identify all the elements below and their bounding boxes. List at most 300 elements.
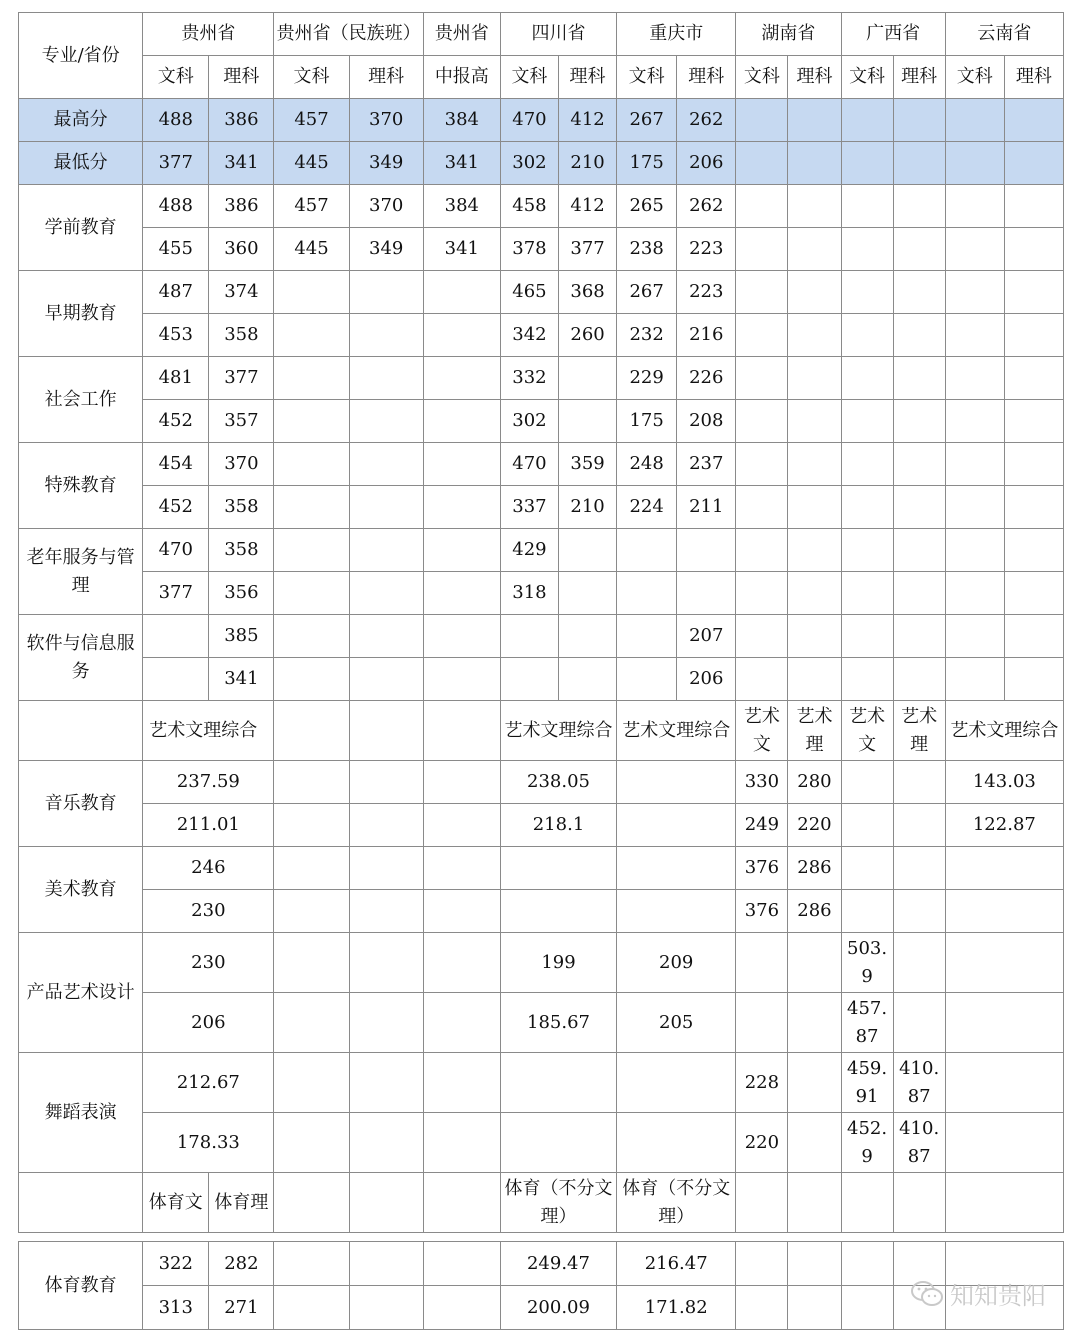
pe-table: [18, 1241, 1064, 1330]
score-cell: 453: [143, 314, 209, 357]
score-cell: [274, 1113, 349, 1173]
table-row: [19, 701, 1064, 761]
score-cell: 358: [209, 529, 274, 572]
score-cell: 454: [143, 443, 209, 486]
score-cell: [841, 486, 893, 529]
table-row: [19, 993, 1064, 1053]
score-cell: [274, 847, 349, 890]
score-cell: [349, 847, 423, 890]
score-cell: [893, 443, 945, 486]
table-row: [19, 529, 1064, 572]
score-cell: 384: [423, 99, 500, 142]
table-row: [19, 1242, 1064, 1286]
score-cell: 228: [736, 1053, 788, 1113]
score-cell: [1004, 443, 1063, 486]
summary-label: 最高分: [19, 99, 143, 142]
score-cell: [1004, 400, 1063, 443]
score-cell: [559, 357, 617, 400]
score-cell: 267: [617, 271, 677, 314]
score-cell: [423, 529, 500, 572]
score-cell: [788, 142, 841, 185]
score-cell: [945, 142, 1004, 185]
blank-cell: [19, 1173, 143, 1233]
blank-cell: [349, 701, 423, 761]
score-cell: 452: [143, 400, 209, 443]
score-cell: [500, 658, 558, 701]
score-cell: [736, 314, 788, 357]
score-cell: 459.91: [841, 1053, 893, 1113]
score-cell: [945, 357, 1004, 400]
summary-label: 最低分: [19, 142, 143, 185]
score-cell: [274, 933, 349, 993]
score-cell: 341: [209, 142, 274, 185]
score-cell: [349, 615, 423, 658]
table-row: [19, 804, 1064, 847]
score-cell: [945, 993, 1063, 1053]
score-cell: [677, 572, 736, 615]
score-cell: 410.87: [893, 1113, 945, 1173]
score-cell: 205: [617, 993, 736, 1053]
score-cell: [274, 529, 349, 572]
province-header: 四川省: [500, 13, 616, 56]
score-cell: [274, 400, 349, 443]
score-cell: [841, 400, 893, 443]
score-cell: [349, 761, 423, 804]
score-cell: [893, 804, 945, 847]
score-cell: 226: [677, 357, 736, 400]
score-cell: [945, 658, 1004, 701]
major-name: 体育教育: [19, 1242, 143, 1330]
score-cell: [788, 443, 841, 486]
score-cell: 208: [677, 400, 736, 443]
score-cell: 282: [209, 1242, 274, 1286]
score-cell: [788, 486, 841, 529]
score-cell: 488: [143, 99, 209, 142]
score-cell: 386: [209, 99, 274, 142]
score-cell: 223: [677, 271, 736, 314]
score-cell: 248: [617, 443, 677, 486]
score-cell: 357: [209, 400, 274, 443]
score-cell: [736, 1286, 788, 1330]
subject-header: 文科: [945, 56, 1004, 99]
art-header: 艺术文理综合: [617, 701, 736, 761]
major-name: 产品艺术设计: [19, 933, 143, 1053]
score-cell: [788, 400, 841, 443]
province-header: 贵州省: [423, 13, 500, 56]
score-cell: [841, 847, 893, 890]
score-cell: 207: [677, 615, 736, 658]
score-cell: 223: [677, 228, 736, 271]
score-cell: [423, 847, 500, 890]
subject-header: 理科: [677, 56, 736, 99]
subject-header: 文科: [274, 56, 349, 99]
score-cell: [893, 228, 945, 271]
score-cell: [617, 572, 677, 615]
score-cell: [349, 1242, 423, 1286]
score-cell: [423, 486, 500, 529]
score-cell: [736, 228, 788, 271]
score-cell: [500, 890, 616, 933]
score-cell: [788, 1286, 841, 1330]
score-cell: [788, 185, 841, 228]
score-cell: 452.9: [841, 1113, 893, 1173]
score-cell: [349, 933, 423, 993]
score-cell: [788, 1242, 841, 1286]
score-cell: [423, 443, 500, 486]
score-cell: 199: [500, 933, 616, 993]
score-cell: 200.09: [500, 1286, 616, 1330]
score-cell: [274, 615, 349, 658]
table-row: [19, 142, 1064, 185]
blank-cell: [19, 701, 143, 761]
score-cell: 265: [617, 185, 677, 228]
subject-header: 文科: [736, 56, 788, 99]
art-header: 艺术文: [841, 701, 893, 761]
score-cell: 218.1: [500, 804, 616, 847]
score-cell: 429: [500, 529, 558, 572]
score-cell: 122.87: [945, 804, 1063, 847]
score-cell: 376: [736, 890, 788, 933]
score-cell: 249: [736, 804, 788, 847]
score-cell: 286: [788, 890, 841, 933]
score-cell: [788, 271, 841, 314]
score-cell: [788, 572, 841, 615]
score-cell: [423, 400, 500, 443]
province-header: 贵州省: [143, 13, 274, 56]
score-cell: 237.59: [143, 761, 274, 804]
major-name: 软件与信息服务: [19, 615, 143, 701]
score-cell: 206: [677, 142, 736, 185]
score-cell: [349, 486, 423, 529]
score-cell: [841, 1242, 893, 1286]
score-cell: [617, 1113, 736, 1173]
blank-cell: [945, 1173, 1063, 1233]
province-header: 广西省: [841, 13, 945, 56]
score-cell: 230: [143, 933, 274, 993]
score-cell: [788, 228, 841, 271]
score-cell: [841, 271, 893, 314]
score-cell: 377: [559, 228, 617, 271]
pe-header: 体育文: [143, 1173, 209, 1233]
score-cell: [500, 1053, 616, 1113]
score-cell: 143.03: [945, 761, 1063, 804]
subject-header: 文科: [841, 56, 893, 99]
score-cell: [788, 993, 841, 1053]
score-cell: [841, 1286, 893, 1330]
score-cell: 220: [788, 804, 841, 847]
score-cell: [423, 271, 500, 314]
score-cell: [617, 529, 677, 572]
art-header: 艺术文理综合: [143, 701, 274, 761]
score-cell: 206: [677, 658, 736, 701]
score-cell: [945, 228, 1004, 271]
score-cell: 358: [209, 314, 274, 357]
score-cell: [736, 443, 788, 486]
score-cell: 249.47: [500, 1242, 616, 1286]
score-cell: 370: [209, 443, 274, 486]
score-cell: [423, 357, 500, 400]
table-row: [19, 1053, 1064, 1113]
score-cell: 238: [617, 228, 677, 271]
score-cell: [349, 357, 423, 400]
watermark: [910, 1276, 1046, 1311]
score-cell: [1004, 99, 1063, 142]
score-cell: [788, 1113, 841, 1173]
score-cell: 465: [500, 271, 558, 314]
score-cell: 178.33: [143, 1113, 274, 1173]
score-cell: [893, 658, 945, 701]
score-cell: [349, 890, 423, 933]
pe-header: 体育（不分文理）: [500, 1173, 616, 1233]
score-cell: [500, 847, 616, 890]
table-row: [19, 314, 1064, 357]
score-cell: [945, 443, 1004, 486]
table-row: [19, 357, 1064, 400]
score-cell: [349, 271, 423, 314]
art-header: 艺术文理综合: [945, 701, 1063, 761]
score-cell: [945, 99, 1004, 142]
major-name: 舞蹈表演: [19, 1053, 143, 1173]
score-cell: [500, 615, 558, 658]
score-cell: [788, 529, 841, 572]
art-header: 艺术文理综合: [500, 701, 616, 761]
score-cell: [841, 658, 893, 701]
province-header: 湖南省: [736, 13, 841, 56]
score-cell: 322: [143, 1242, 209, 1286]
score-cell: [423, 761, 500, 804]
score-cell: 349: [349, 228, 423, 271]
score-cell: [893, 357, 945, 400]
score-cell: 487: [143, 271, 209, 314]
score-cell: 457: [274, 185, 349, 228]
score-cell: [423, 615, 500, 658]
score-cell: 378: [500, 228, 558, 271]
score-cell: 318: [500, 572, 558, 615]
blank-cell: [736, 1173, 788, 1233]
score-cell: [274, 1286, 349, 1330]
score-cell: [1004, 357, 1063, 400]
subject-header: 理科: [893, 56, 945, 99]
score-cell: [893, 847, 945, 890]
score-cell: [617, 615, 677, 658]
subject-header: 中报高: [423, 56, 500, 99]
score-cell: 337: [500, 486, 558, 529]
score-cell: 370: [349, 99, 423, 142]
score-cell: 358: [209, 486, 274, 529]
major-name: 早期教育: [19, 271, 143, 357]
score-cell: [893, 271, 945, 314]
score-cell: [1004, 142, 1063, 185]
score-cell: 212.67: [143, 1053, 274, 1113]
score-cell: 342: [500, 314, 558, 357]
table-row: [19, 761, 1064, 804]
score-cell: [274, 314, 349, 357]
score-cell: 410.87: [893, 1053, 945, 1113]
score-cell: 503.9: [841, 933, 893, 993]
score-cell: [423, 1053, 500, 1113]
score-cell: [945, 890, 1063, 933]
score-cell: 262: [677, 185, 736, 228]
score-cell: 220: [736, 1113, 788, 1173]
table-row: [19, 615, 1064, 658]
table-row: [19, 890, 1064, 933]
score-cell: [423, 572, 500, 615]
score-cell: [736, 271, 788, 314]
score-cell: 349: [349, 142, 423, 185]
score-cell: [1004, 529, 1063, 572]
score-cell: [736, 486, 788, 529]
subject-header: 文科: [500, 56, 558, 99]
score-cell: [559, 529, 617, 572]
score-cell: 302: [500, 142, 558, 185]
score-cell: [617, 847, 736, 890]
score-cell: [736, 529, 788, 572]
score-cell: [945, 486, 1004, 529]
score-cell: [349, 529, 423, 572]
score-cell: [423, 804, 500, 847]
table-row: [19, 271, 1064, 314]
score-cell: [945, 1053, 1063, 1113]
score-cell: 224: [617, 486, 677, 529]
blank-cell: [274, 701, 349, 761]
score-cell: [349, 572, 423, 615]
table-row: [19, 658, 1064, 701]
score-cell: 216.47: [617, 1242, 736, 1286]
score-cell: 341: [209, 658, 274, 701]
score-cell: 175: [617, 142, 677, 185]
score-cell: 246: [143, 847, 274, 890]
score-cell: [893, 761, 945, 804]
score-cell: [893, 400, 945, 443]
score-cell: 412: [559, 185, 617, 228]
score-cell: 210: [559, 486, 617, 529]
score-cell: [893, 615, 945, 658]
score-cell: 445: [274, 228, 349, 271]
table-row: [19, 443, 1064, 486]
score-cell: [788, 933, 841, 993]
score-cell: [736, 185, 788, 228]
score-cell: [274, 1242, 349, 1286]
blank-cell: [423, 1173, 500, 1233]
score-cell: [1004, 572, 1063, 615]
score-cell: [841, 804, 893, 847]
score-cell: [841, 443, 893, 486]
score-cell: 238.05: [500, 761, 616, 804]
score-cell: [1004, 185, 1063, 228]
score-cell: [349, 1113, 423, 1173]
score-cell: 267: [617, 99, 677, 142]
score-cell: [423, 993, 500, 1053]
major-name: 社会工作: [19, 357, 143, 443]
table-row: [19, 99, 1064, 142]
major-name: 老年服务与管理: [19, 529, 143, 615]
score-cell: [423, 1242, 500, 1286]
score-cell: [349, 443, 423, 486]
score-cell: [788, 658, 841, 701]
score-cell: [841, 228, 893, 271]
score-cell: 377: [209, 357, 274, 400]
table-row: [19, 56, 1064, 99]
score-cell: 230: [143, 890, 274, 933]
score-cell: [736, 400, 788, 443]
score-cell: 280: [788, 761, 841, 804]
score-cell: [349, 1286, 423, 1330]
score-cell: [349, 658, 423, 701]
score-cell: 302: [500, 400, 558, 443]
score-cell: [945, 271, 1004, 314]
score-cell: [349, 400, 423, 443]
corner-header: 专业/省份: [19, 13, 143, 99]
art-header: 艺术理: [893, 701, 945, 761]
table-row: [19, 847, 1064, 890]
score-cell: 229: [617, 357, 677, 400]
table-row: [19, 185, 1064, 228]
score-cell: 470: [143, 529, 209, 572]
score-cell: [893, 314, 945, 357]
score-cell: [423, 314, 500, 357]
score-cell: 262: [677, 99, 736, 142]
major-name: 学前教育: [19, 185, 143, 271]
score-cell: [841, 357, 893, 400]
score-cell: 470: [500, 443, 558, 486]
score-cell: [1004, 486, 1063, 529]
score-cell: [559, 400, 617, 443]
score-cell: [893, 890, 945, 933]
score-cell: 211: [677, 486, 736, 529]
score-cell: [945, 400, 1004, 443]
table-row: [19, 1173, 1064, 1233]
score-cell: [841, 142, 893, 185]
score-cell: 332: [500, 357, 558, 400]
score-cell: 374: [209, 271, 274, 314]
score-cell: 271: [209, 1286, 274, 1330]
score-cell: 457: [274, 99, 349, 142]
score-cell: [617, 1053, 736, 1113]
score-cell: [945, 572, 1004, 615]
score-cell: [893, 529, 945, 572]
score-cell: [736, 572, 788, 615]
subject-header: 理科: [1004, 56, 1063, 99]
score-cell: [274, 993, 349, 1053]
table-row: [19, 13, 1064, 56]
score-cell: 488: [143, 185, 209, 228]
score-cell: 359: [559, 443, 617, 486]
major-name: 特殊教育: [19, 443, 143, 529]
score-cell: [841, 99, 893, 142]
major-name: 美术教育: [19, 847, 143, 933]
score-cell: [143, 658, 209, 701]
score-cell: [1004, 271, 1063, 314]
score-cell: [893, 993, 945, 1053]
score-cell: [841, 185, 893, 228]
score-cell: [736, 1242, 788, 1286]
score-cell: [423, 1113, 500, 1173]
score-cell: 377: [143, 142, 209, 185]
score-cell: [677, 529, 736, 572]
score-cell: [736, 615, 788, 658]
art-header: 艺术文: [736, 701, 788, 761]
score-cell: [736, 142, 788, 185]
score-cell: [1004, 228, 1063, 271]
score-cell: [736, 658, 788, 701]
score-cell: [274, 271, 349, 314]
score-cell: [423, 1286, 500, 1330]
score-cell: 385: [209, 615, 274, 658]
score-cell: [1004, 314, 1063, 357]
score-cell: 313: [143, 1286, 209, 1330]
score-cell: 376: [736, 847, 788, 890]
score-cell: 211.01: [143, 804, 274, 847]
